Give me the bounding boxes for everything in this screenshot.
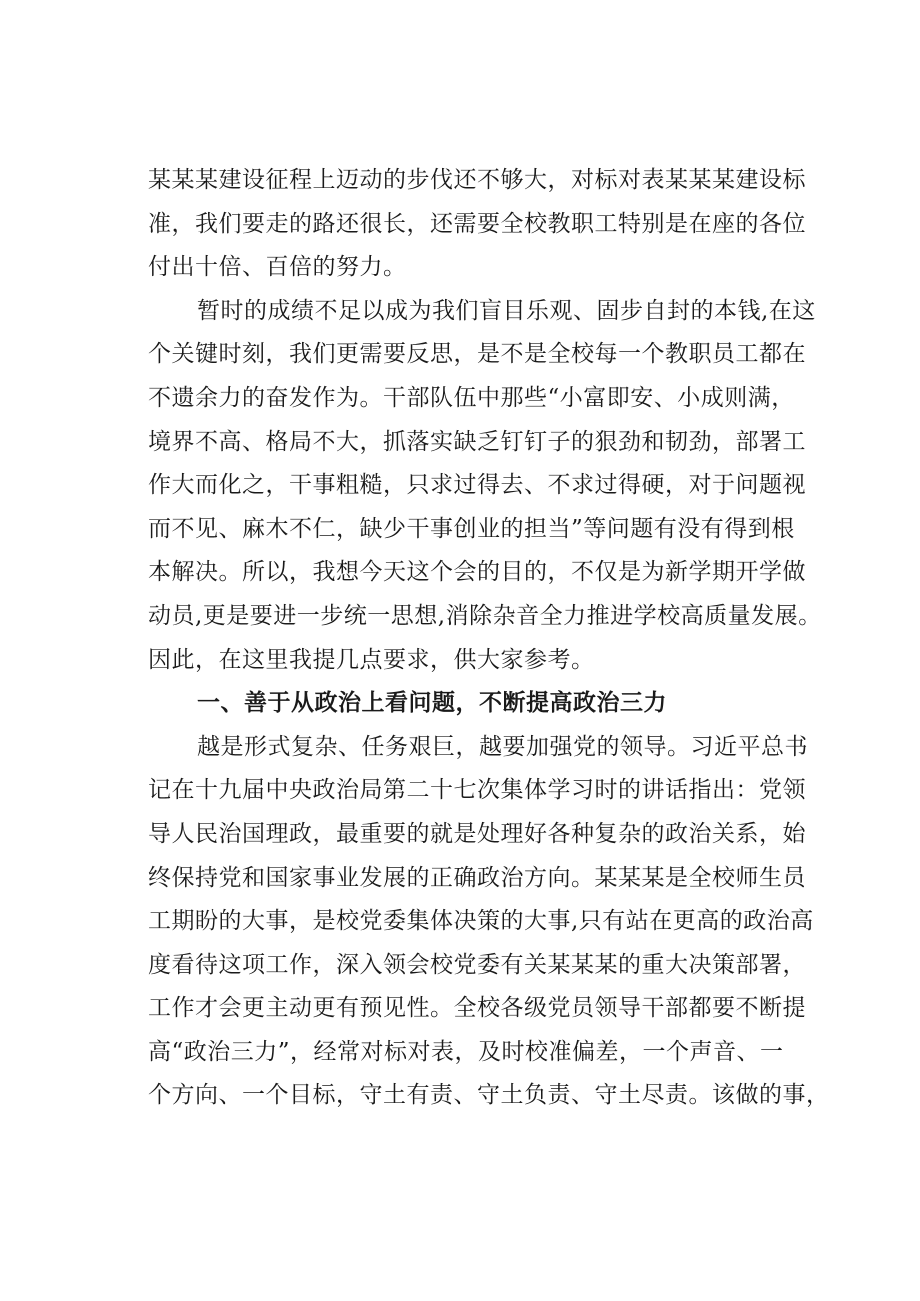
paragraph-1 xyxy=(148,159,816,290)
text-line: 因此，在这里我提几点要求，供大家参考。 xyxy=(148,646,595,673)
paragraph-2 xyxy=(148,290,822,682)
text-line: 境界不高、格局不大，抓落实缺乏钉钉子的狠劲和韧劲，部署工 xyxy=(148,428,806,455)
text-line: 度看待这项工作，深入领会校党委有关某某某的重大决策部署， xyxy=(148,951,806,978)
text-line: 工作才会更主动更有预见性。全校各级党员领导干部都要不断提 xyxy=(148,995,806,1022)
text-line: 本解决。所以，我想今天这个会的目的，不仅是为新学期开学做 xyxy=(148,559,806,586)
text-line: 终保持党和国家事业发展的正确政治方向。某某某是全校师生员 xyxy=(148,864,806,891)
paragraph-3 xyxy=(148,726,830,1118)
text-line: 越是形式复杂、任务艰巨，越要加强党的领导。习近平总书 xyxy=(197,733,808,760)
text-line: 暂时的成绩不足以成为我们盲目乐观、固步自封的本钱,在这 xyxy=(197,297,816,324)
text-line: 准，我们要走的路还很长，还需要全校教职工特别是在座的各位 xyxy=(148,210,806,237)
text-line: 高“政治三力”，经常对标对表，及时校准偏差，一个声音、一 xyxy=(148,1038,784,1065)
text-line: 个关键时刻，我们更需要反思，是不是全校每一个教职员工都在 xyxy=(148,341,806,368)
text-line: 不遗余力的奋发作为。干部队伍中那些“小富即安、小成则满， xyxy=(148,384,795,411)
text-line: 工期盼的大事，是校党委集体决策的大事,只有站在更高的政治高 xyxy=(148,908,814,935)
section-heading: 一、善于从政治上看问题，不断提高政治三力 xyxy=(197,690,667,717)
text-line: 导人民治国理政，最重要的就是处理好各种复杂的政治关系，始 xyxy=(148,820,806,847)
text-line: 而不见、麻木不仁，缺少干事创业的担当”等问题有没有得到根 xyxy=(148,515,795,542)
document-body xyxy=(148,159,830,1118)
text-line: 个方向、一个目标，守土有责、守土负责、守土尽责。该做的事， xyxy=(148,1082,830,1109)
text-line: 作大而化之，干事粗糙，只求过得去、不求过得硬，对于问题视 xyxy=(148,472,806,499)
text-line: 动员,更是要进一步统一思想,消除杂音全力推进学校高质量发展。 xyxy=(148,602,822,629)
text-line: 记在十九届中央政治局第二十七次集体学习时的讲话指出：党领 xyxy=(148,777,806,804)
text-line: 某某某建设征程上迈动的步伐还不够大，对标对表某某某建设标 xyxy=(148,167,806,193)
text-line: 付出十倍、百倍的努力。 xyxy=(148,254,407,281)
